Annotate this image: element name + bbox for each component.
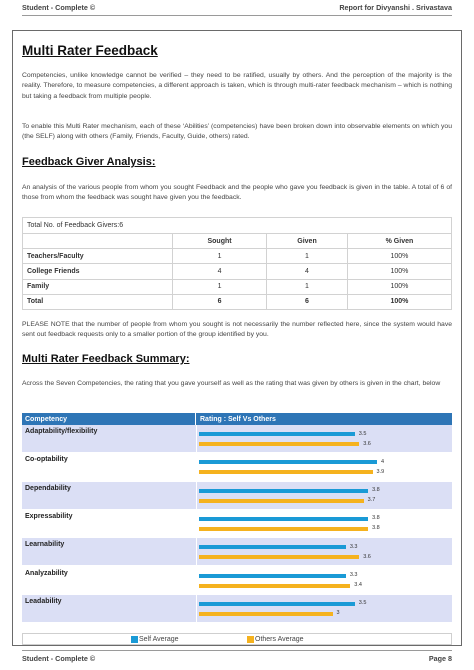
intro-paragraph-2: To enable this Multi Rater mechanism, each of these ‘Abilities’ (competencies) have been broken down into observable elements on which you (the SELF) along with others (Family, Friends, Faculty, Guide, others) rated.: [22, 123, 452, 141]
others-average-bar: [199, 527, 368, 531]
others-average-swatch: [247, 636, 254, 643]
others-average-value-label: 3: [336, 610, 340, 617]
table-title-row: [23, 218, 452, 234]
total-given: 6: [267, 294, 348, 309]
footer-right: Page 8: [428, 654, 452, 663]
feedback-giver-analysis-title: Feedback Giver Analysis:: [22, 156, 156, 168]
self-average-bar: [199, 489, 368, 493]
cell-sought: 1: [173, 279, 267, 294]
self-average-bar: [199, 517, 368, 521]
row-label: Teachers/Faculty: [23, 249, 173, 264]
competency-column-header: Competency: [22, 413, 196, 425]
self-average-value-label: 3.5: [358, 600, 367, 607]
self-average-value-label: 3.8: [372, 487, 380, 494]
cell-sought: 1: [173, 249, 267, 264]
self-average-value-label: 3.8: [372, 515, 380, 522]
others-average-value-label: 3.6: [363, 553, 371, 560]
header-left: Student - Complete ©: [22, 3, 96, 12]
competency-label: Co-optability: [25, 456, 68, 464]
competency-label: Dependability: [25, 484, 71, 492]
cell-given: 1: [267, 279, 348, 294]
others-average-bar: [199, 442, 359, 446]
total-label: Total: [23, 294, 173, 309]
others-average-value-label: 3.4: [354, 582, 362, 588]
chart-row: [22, 538, 452, 566]
self-average-bar: [199, 574, 346, 578]
table-row: [23, 279, 452, 294]
others-average-bar: [199, 499, 364, 503]
table-total-row: [23, 294, 452, 309]
column-divider: [196, 567, 197, 594]
self-average-bar: [199, 545, 346, 549]
self-average-swatch: [131, 636, 138, 643]
chart-header: [22, 413, 452, 425]
self-average-bar: [199, 460, 377, 464]
column-header-percent: % Given: [347, 234, 451, 249]
self-average-bar: [199, 602, 355, 606]
chart-row: [22, 425, 452, 453]
cell-given: 1: [267, 249, 348, 264]
column-divider: [196, 538, 197, 565]
self-average-bar: [199, 432, 355, 436]
table-title-cell: [23, 218, 452, 234]
table-row: [23, 249, 452, 264]
self-average-value-label: 3.3: [349, 572, 358, 578]
chart-row: [22, 567, 452, 595]
others-average-value-label: 3.8: [372, 525, 380, 532]
others-average-value-label: 3.6: [363, 440, 371, 447]
competency-label: Leadability: [25, 597, 62, 605]
column-divider: [196, 482, 197, 509]
cell-given: 4: [267, 264, 348, 279]
column-divider: [196, 510, 197, 537]
others-average-value-label: 3.7: [367, 497, 376, 504]
please-note-paragraph: PLEASE NOTE that the number of people from whom you sought is not necessarily the number reflected here, since the system would have sent out feedback requests only to a smaller portion of the group identified by you.: [22, 321, 452, 339]
competency-label: Expressability: [25, 512, 73, 520]
row-label: College Friends: [23, 264, 173, 279]
rating-chart: [22, 413, 452, 623]
others-average-bar: [199, 470, 373, 474]
others-average-bar: [199, 555, 359, 559]
table-title-value: 6: [119, 222, 124, 229]
column-divider: [196, 595, 197, 622]
page-header: [22, 0, 452, 16]
cell-percent: 100%: [347, 249, 451, 264]
self-average-legend-label: Self Average: [139, 635, 179, 643]
column-divider: [196, 425, 197, 452]
multi-rater-feedback-title: Multi Rater Feedback: [22, 43, 158, 58]
cell-sought: 4: [173, 264, 267, 279]
self-average-value-label: 4: [381, 458, 385, 465]
others-average-value-label: 3.9: [376, 468, 385, 475]
chart-row: [22, 595, 452, 623]
analysis-paragraph: An analysis of the various people from whom you sought Feedback and the people who gave you feedback is given in the table. A total of 6 of those from whom the feedback was sought have given you the feedback.: [22, 184, 452, 202]
chart-row: [22, 482, 452, 510]
competency-label: Adaptability/flexibility: [25, 428, 98, 435]
column-divider: [196, 453, 197, 480]
table-row: [23, 264, 452, 279]
table-title-label: Total No. of Feedback Givers:: [27, 222, 120, 229]
self-average-value-label: 3.3: [349, 543, 358, 550]
row-label: Family: [23, 279, 173, 294]
chart-legend: [22, 633, 452, 645]
footer-left: Student - Complete ©: [22, 654, 96, 663]
cell-percent: 100%: [347, 279, 451, 294]
competency-label: Learnability: [25, 541, 65, 549]
intro-paragraph-1: Competencies, unlike knowledge cannot be verified – they need to be ratified, usually by others. And the perception of the majority is the reality. Therefore, to measure competencies, a different approach is taken, which is through multi-rater feedback mechanism – which is nothing but taking a feedback from multiple people.: [22, 72, 452, 100]
summary-paragraph: Across the Seven Competencies, the rating that you gave yourself as well as the rating that was given by others is given in the chart, below: [22, 380, 441, 387]
total-percent: 100%: [347, 294, 451, 309]
self-average-value-label: 3.5: [358, 430, 367, 437]
header-right: Report for Divyanshi . Srivastava: [339, 3, 452, 12]
rating-column-header: Rating : Self Vs Others: [200, 415, 276, 423]
others-average-bar: [199, 612, 333, 616]
table-header-row: [23, 234, 452, 249]
others-average-legend-label: Others Average: [255, 635, 304, 643]
page-footer: [22, 650, 452, 666]
competency-label: Analyzability: [25, 569, 68, 577]
column-header-given: Given: [267, 234, 348, 249]
cell-percent: 100%: [347, 264, 451, 279]
chart-row: [22, 510, 452, 538]
chart-row: [22, 453, 452, 481]
others-average-bar: [199, 584, 350, 588]
column-header-sought: Sought: [173, 234, 267, 249]
column-header-blank: [23, 234, 173, 249]
total-sought: 6: [173, 294, 267, 309]
feedback-givers-table: [22, 217, 452, 310]
summary-title: Multi Rater Feedback Summary:: [22, 353, 190, 365]
